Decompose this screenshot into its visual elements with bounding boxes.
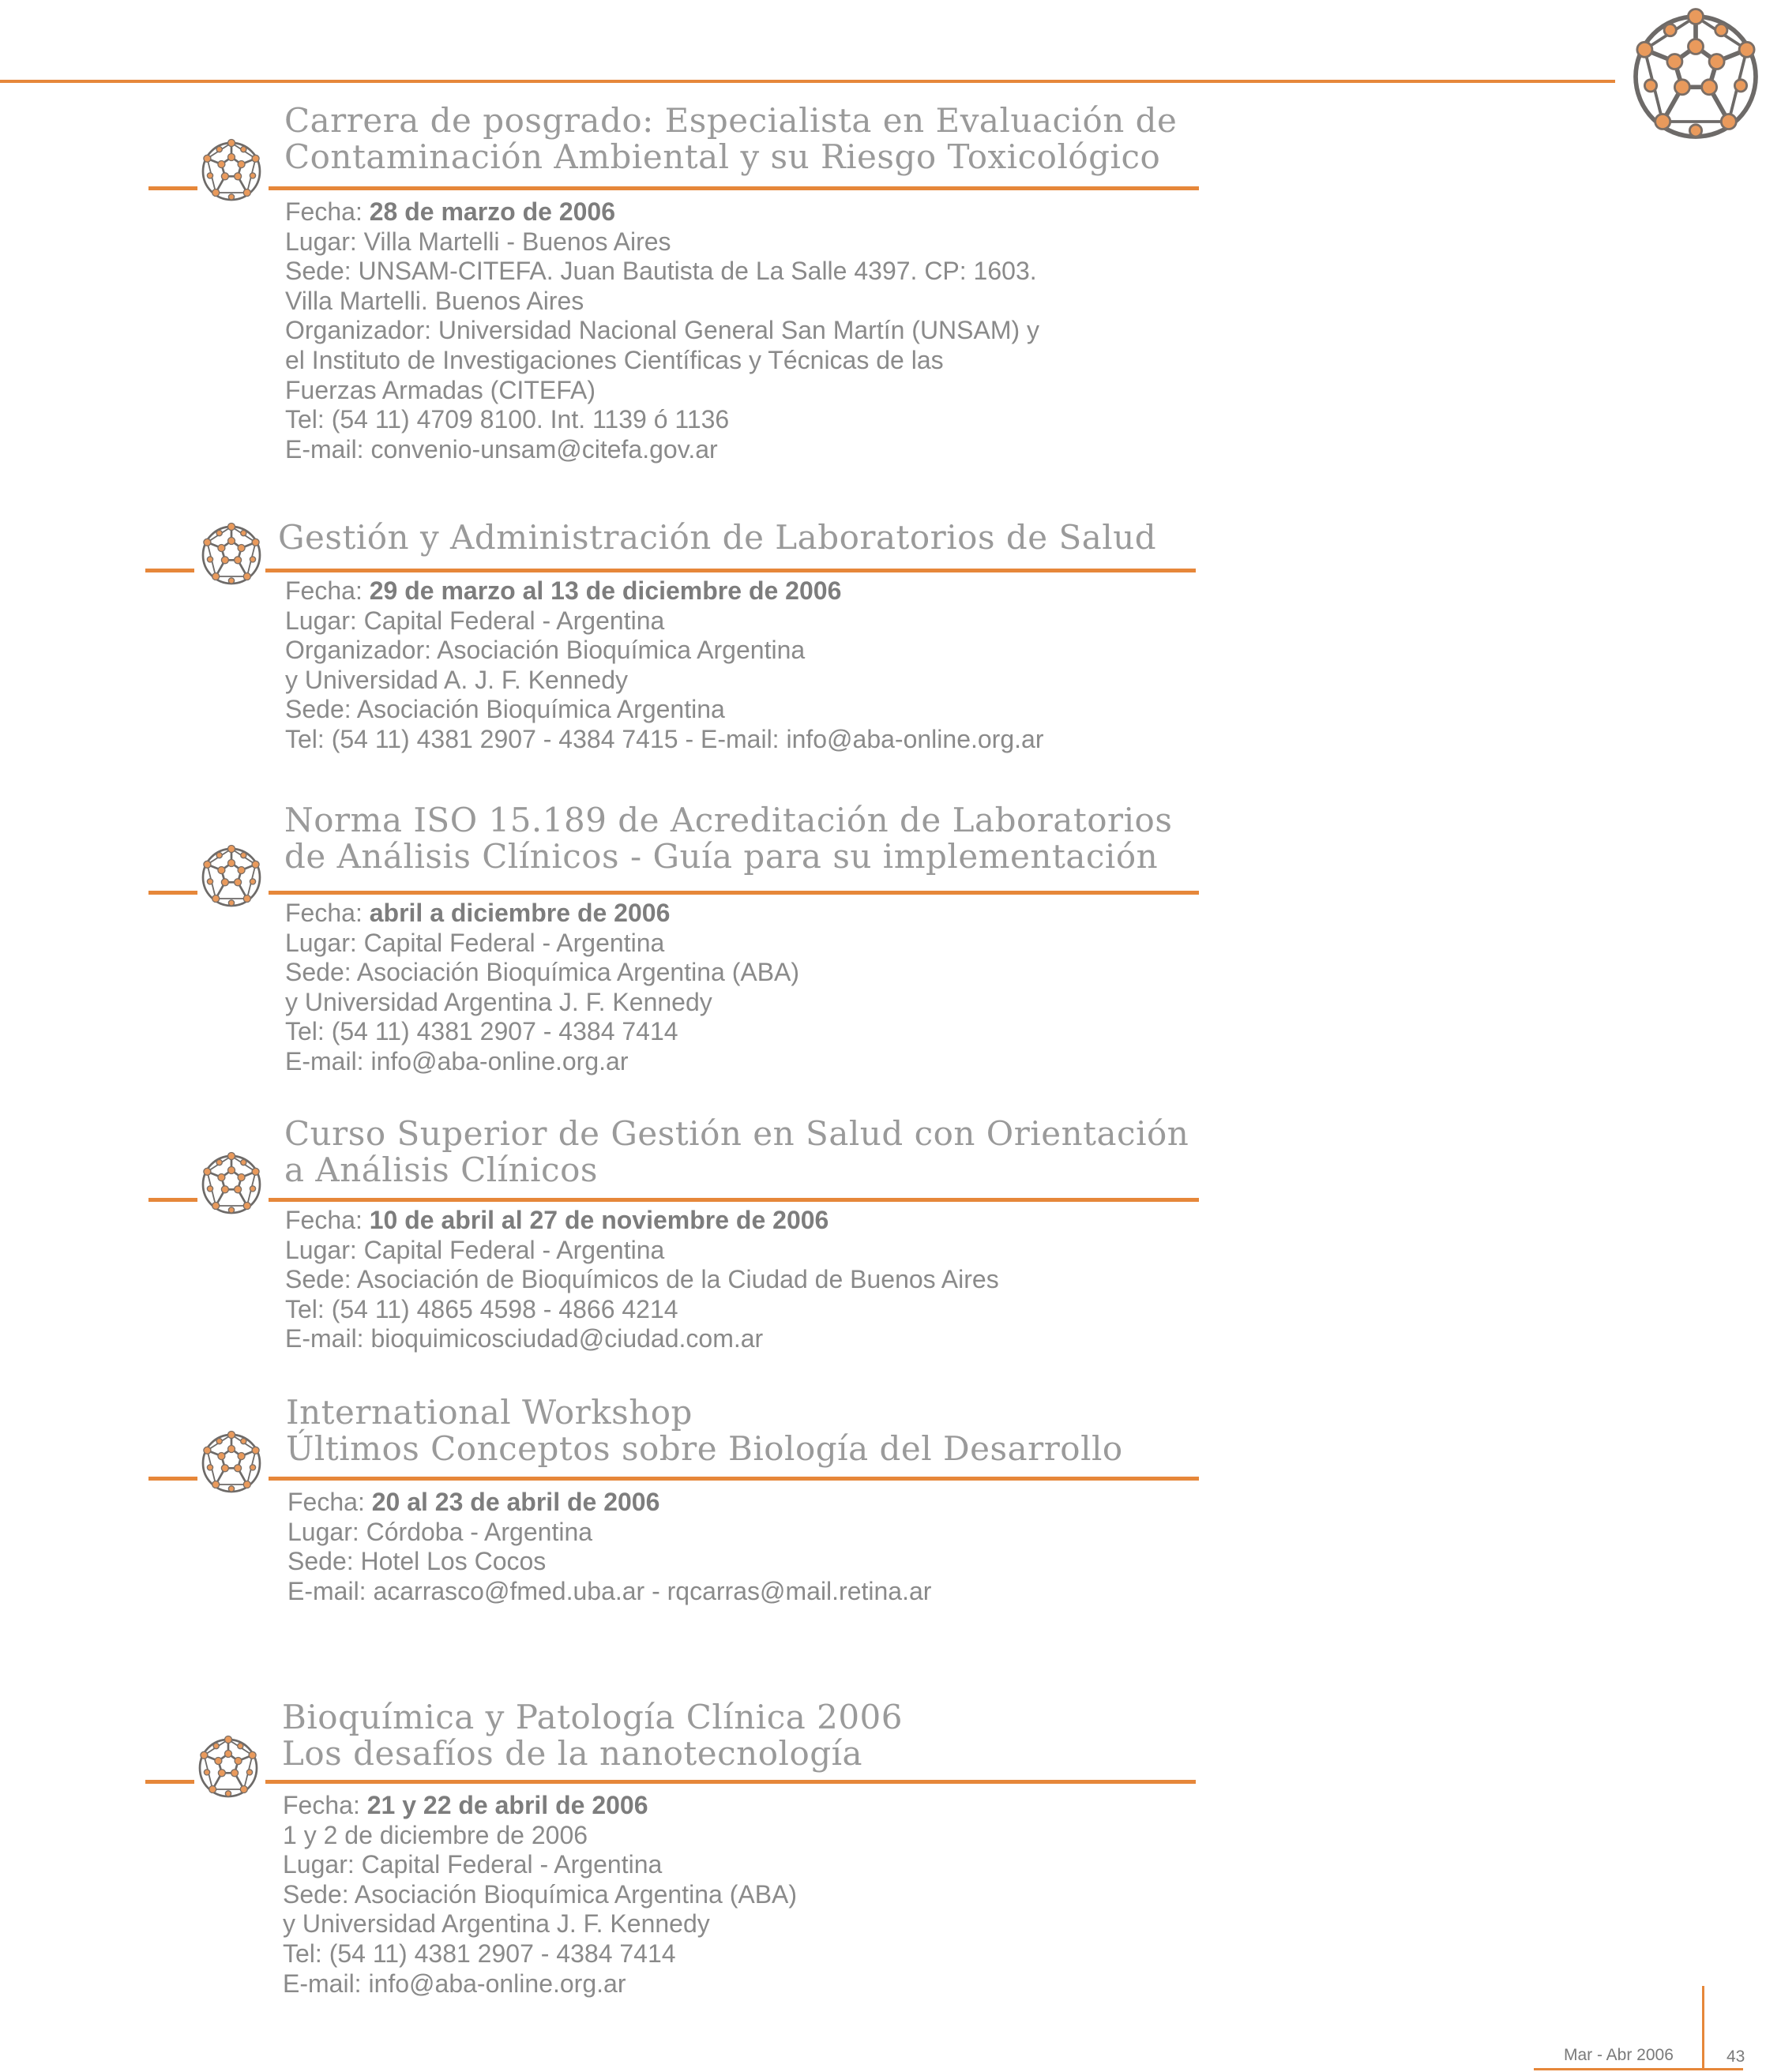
event-details [283, 1791, 797, 1999]
fecha-label: Fecha: [285, 899, 363, 927]
title-line: Bioquímica y Patología Clínica 2006 [282, 1698, 903, 1736]
fecha-value: 21 y 22 de abril de 2006 [366, 1791, 648, 1819]
title-rule [265, 1780, 1196, 1784]
detail-line: Lugar: Capital Federal - Argentina [285, 1235, 665, 1264]
title-line: Contaminación Ambiental y su Riesgo Toxicológico [284, 137, 1161, 176]
title-line: de Análisis Clínicos - Guía para su implementación [284, 837, 1159, 876]
event-title [284, 1116, 1189, 1188]
detail-line: y Universidad Argentina J. F. Kennedy [283, 1909, 710, 1939]
title-line: International Workshop [286, 1393, 693, 1432]
event-details [285, 899, 799, 1077]
detail-line: Lugar: Capital Federal - Argentina [285, 606, 665, 635]
detail-line: Sede: Asociación Bioquímica Argentina (ABA) [285, 958, 800, 987]
detail-line: Lugar: Capital Federal - Argentina [285, 928, 665, 957]
buckyball-icon [1621, 2, 1771, 152]
buckyball-icon [193, 1732, 264, 1804]
fecha-line [287, 1488, 931, 1518]
side-rule [148, 1477, 197, 1481]
fecha-label: Fecha: [285, 1206, 363, 1234]
fecha-label: Fecha: [285, 197, 363, 226]
detail-line: Organizador: Universidad Nacional General San Martín (UNSAM) y [285, 316, 1040, 345]
fecha-label: Fecha: [285, 576, 363, 605]
buckyball-icon [196, 520, 267, 591]
email-link[interactable]: E-mail: bioquimicosciudad@ciudad.com.ar [285, 1324, 764, 1353]
page-number: 43 [1727, 2048, 1745, 2066]
title-rule [269, 186, 1199, 190]
event-title [284, 103, 1177, 175]
fecha-line [285, 899, 799, 929]
title-line: a Análisis Clínicos [284, 1150, 598, 1189]
detail-line: Sede: Asociación Bioquímica Argentina [285, 695, 725, 724]
title-line: Los desafíos de la nanotecnología [282, 1734, 863, 1773]
side-rule [145, 1780, 194, 1784]
side-rule [148, 1198, 197, 1202]
detail-line: el Instituto de Investigaciones Científicas y Técnicas de las [285, 345, 944, 374]
event-title [278, 520, 1156, 556]
buckyball-icon [196, 1428, 267, 1499]
detail-line: Tel: (54 11) 4381 2907 - 4384 7414 [283, 1939, 676, 1968]
event-details [285, 197, 1039, 464]
buckyball-icon [196, 1149, 267, 1220]
event-details [287, 1488, 931, 1606]
email-link[interactable]: E-mail: info@aba-online.org.ar [285, 1046, 629, 1075]
fecha-value: 29 de marzo al 13 de diciembre de 2006 [369, 576, 842, 605]
side-rule [148, 186, 197, 190]
detail-line: Lugar: Villa Martelli - Buenos Aires [285, 227, 671, 256]
fecha-value: 28 de marzo de 2006 [369, 197, 615, 226]
footer-rule [1534, 2068, 1743, 2070]
buckyball-icon [196, 136, 267, 207]
email-link[interactable]: E-mail: info@aba-online.org.ar [283, 1969, 626, 1998]
footer-divider [1702, 1986, 1704, 2070]
title-rule [265, 569, 1196, 572]
title-rule [269, 1477, 1199, 1481]
detail-line: Sede: UNSAM-CITEFA. Juan Bautista de La Salle 4397. CP: 1603. [285, 257, 1037, 286]
detail-line: y Universidad A. J. F. Kennedy [285, 665, 628, 694]
detail-line: Tel: (54 11) 4865 4598 - 4866 4214 [285, 1294, 678, 1323]
fecha-line [283, 1791, 797, 1821]
fecha-line [285, 197, 1039, 227]
event-title [286, 1394, 1123, 1467]
event-title [282, 1699, 903, 1772]
detail-line: Tel: (54 11) 4709 8100. Int. 1139 ó 1136 [285, 405, 730, 434]
fecha-value: 10 de abril al 27 de noviembre de 2006 [369, 1206, 829, 1234]
fecha-label: Fecha: [283, 1791, 360, 1819]
detail-line: Villa Martelli. Buenos Aires [285, 286, 584, 315]
detail-line: Tel: (54 11) 4381 2907 - 4384 7414 [285, 1017, 678, 1046]
detail-line: Lugar: Córdoba - Argentina [287, 1517, 593, 1546]
fecha-value: abril a diciembre de 2006 [369, 899, 671, 927]
detail-line: Sede: Asociación Bioquímica Argentina (ABA) [283, 1879, 798, 1909]
detail-line: Sede: Hotel Los Cocos [287, 1547, 547, 1576]
event-title [284, 802, 1172, 875]
detail-line: Sede: Asociación de Bioquímicos de la Ciudad de Buenos Aires [285, 1265, 999, 1294]
detail-line: y Universidad Argentina J. F. Kennedy [285, 987, 712, 1016]
email-link[interactable]: E-mail: convenio-unsam@citefa.gov.ar [285, 434, 718, 464]
detail-line: Tel: (54 11) 4381 2907 - 4384 7415 - E-mail: info@aba-online.org.ar [285, 724, 1044, 753]
title-rule [269, 891, 1199, 895]
issue-label: Mar - Abr 2006 [1564, 2046, 1674, 2064]
detail-line: Organizador: Asociación Bioquímica Argentina [285, 636, 806, 665]
title-line: Gestión y Administración de Laboratorios de Salud [278, 518, 1157, 557]
detail-line: 1 y 2 de diciembre de 2006 [283, 1820, 588, 1849]
buckyball-icon [196, 842, 267, 913]
event-details [285, 576, 1043, 755]
title-line: Norma ISO 15.189 de Acreditación de Laboratorios [284, 801, 1173, 839]
fecha-label: Fecha: [287, 1488, 365, 1516]
title-rule [269, 1198, 1199, 1202]
fecha-line [285, 576, 1043, 606]
event-details [285, 1206, 999, 1354]
detail-line: Fuerzas Armadas (CITEFA) [285, 375, 596, 404]
title-line: Últimos Conceptos sobre Biología del Desarrollo [286, 1429, 1123, 1468]
top-rule [0, 80, 1615, 83]
fecha-line [285, 1206, 999, 1236]
email-link[interactable]: E-mail: acarrasco@fmed.uba.ar - rqcarras@mail.retina.ar [287, 1576, 932, 1605]
title-line: Curso Superior de Gestión en Salud con Orientación [284, 1114, 1189, 1153]
detail-line: Lugar: Capital Federal - Argentina [283, 1850, 663, 1879]
side-rule [148, 891, 197, 895]
title-line: Carrera de posgrado: Especialista en Evaluación de [284, 101, 1178, 140]
side-rule [145, 569, 194, 572]
fecha-value: 20 al 23 de abril de 2006 [371, 1488, 660, 1516]
